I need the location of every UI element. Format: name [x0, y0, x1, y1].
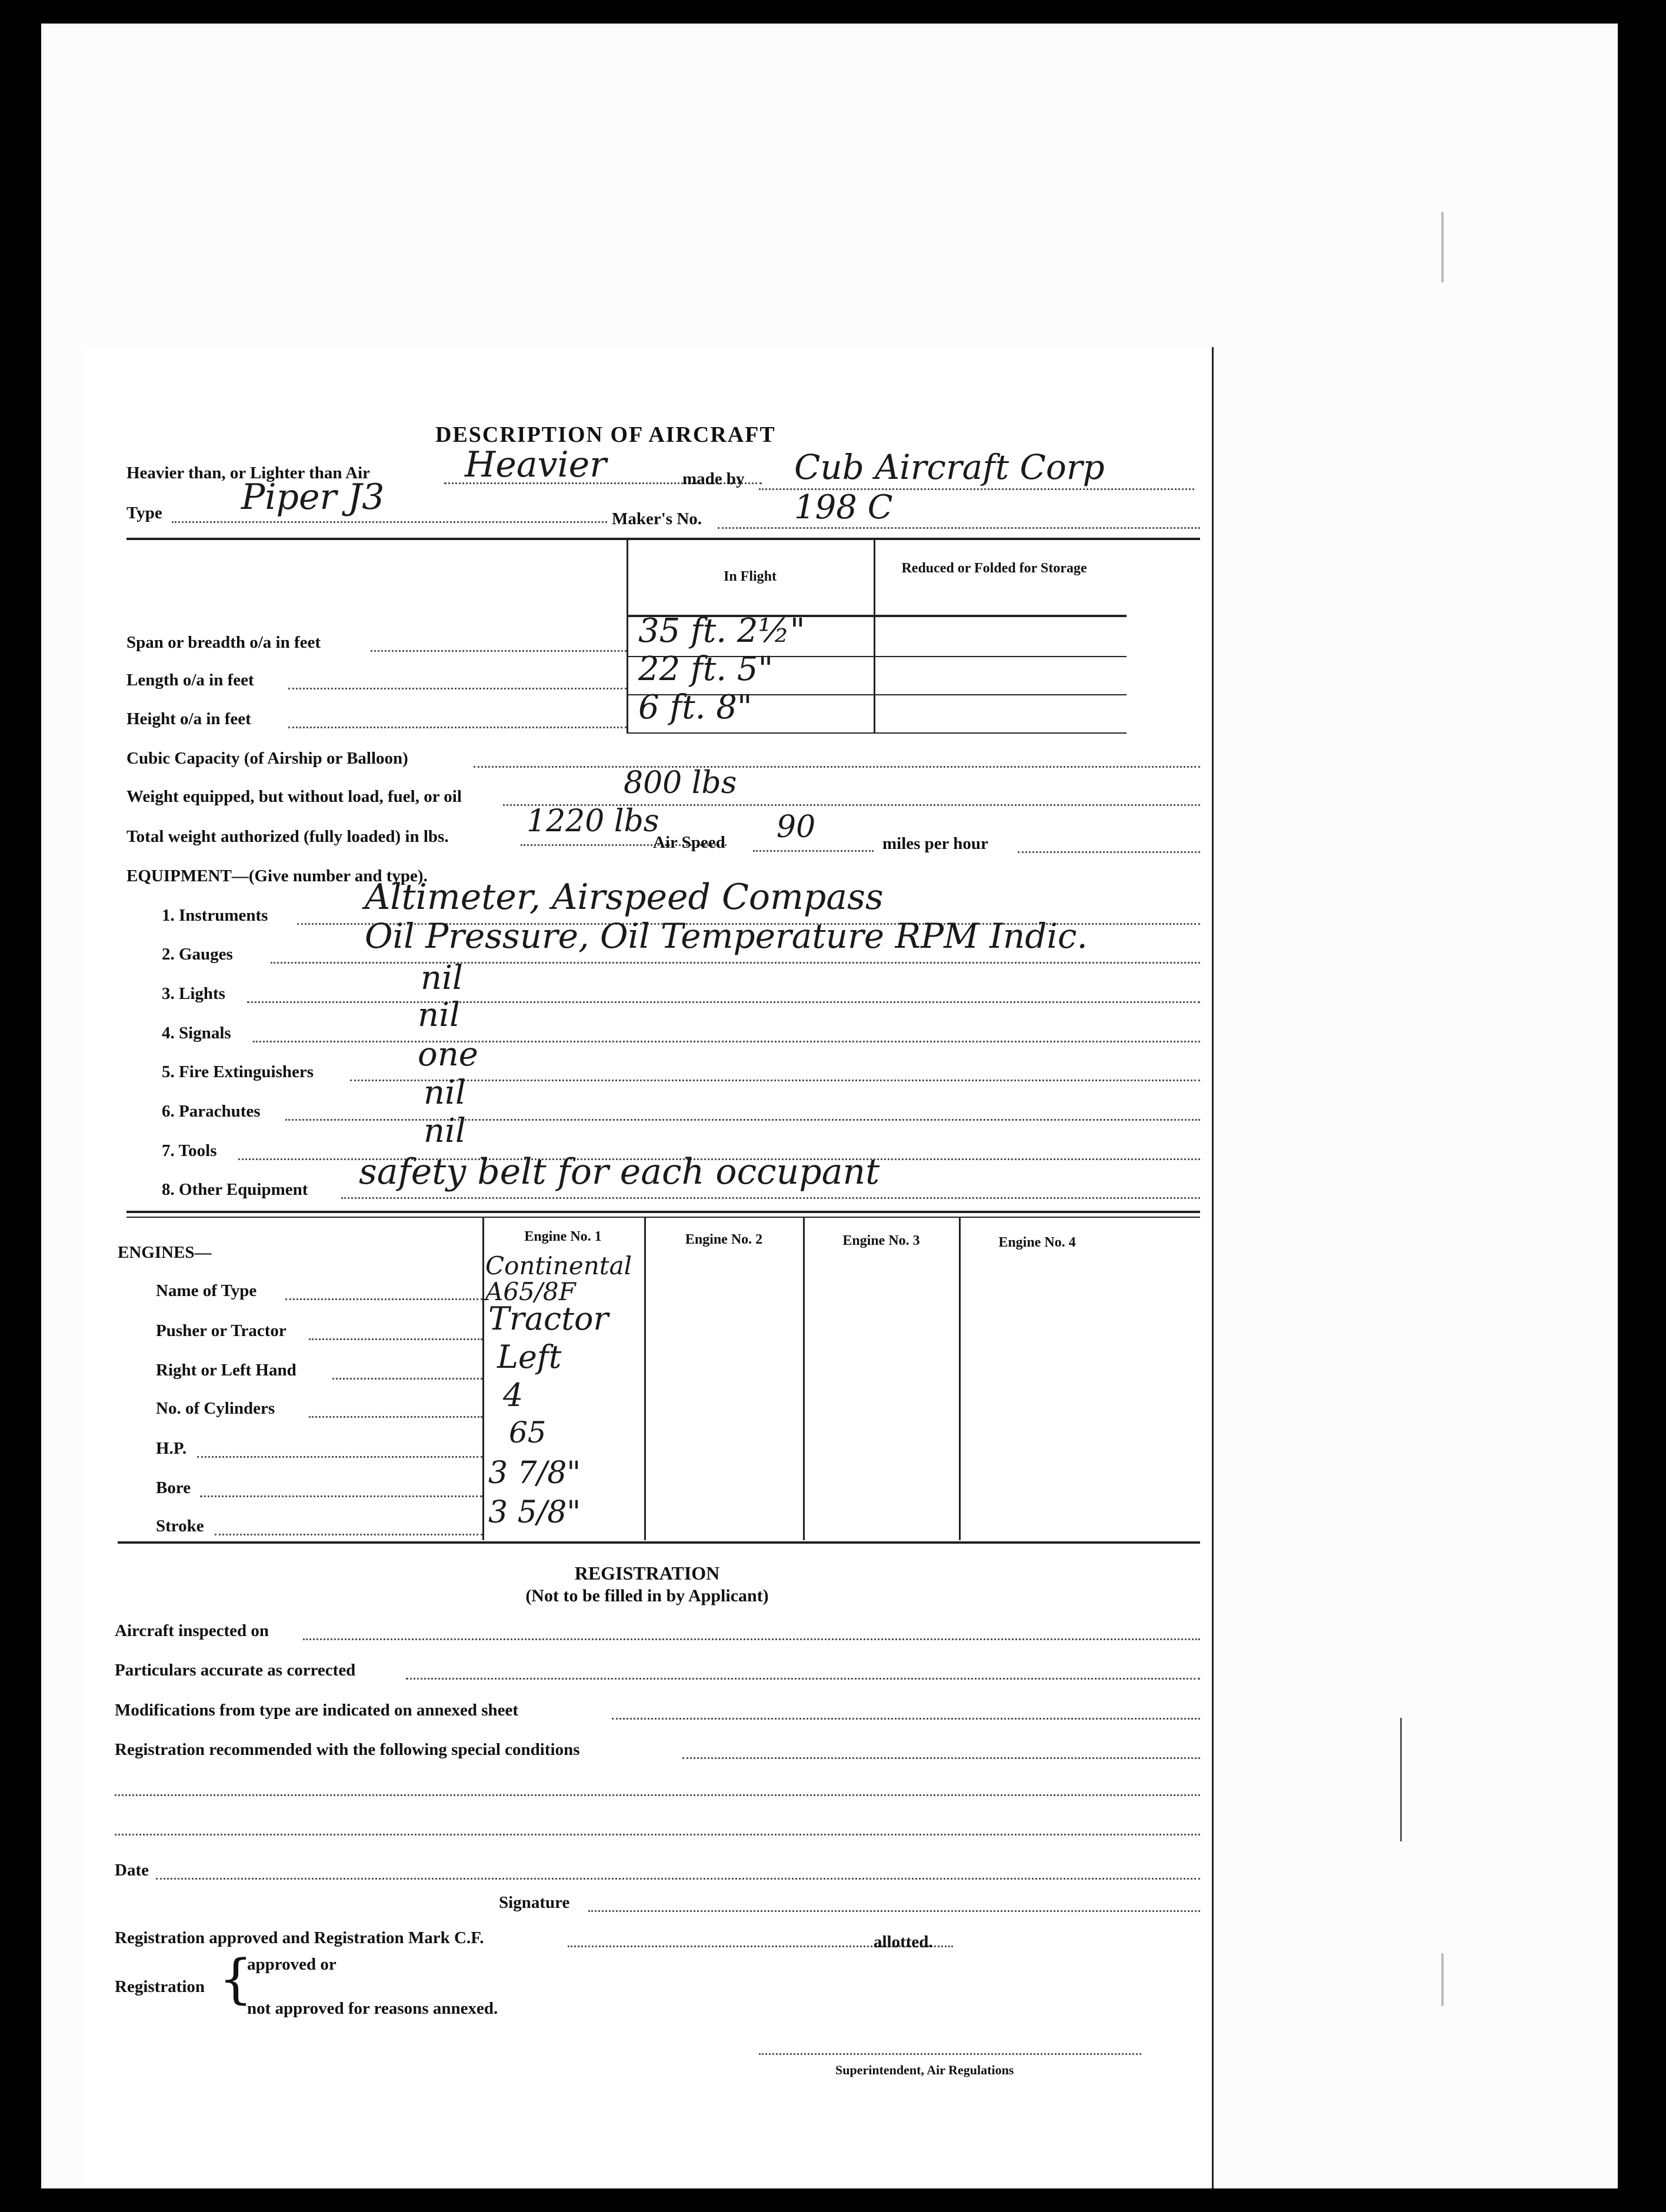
superintendent-line [759, 2053, 1141, 2055]
engine-line-6 [200, 1495, 482, 1497]
allotted-label: allotted. [874, 1933, 933, 1951]
equipment-label-2: 2. Gauges [162, 945, 233, 964]
engine-label-3: Right or Left Hand [156, 1361, 296, 1380]
made-by-label: made by [682, 469, 745, 488]
makers-no-label: Maker's No. [612, 509, 702, 528]
length-value: 22 ft. 5" [638, 650, 774, 688]
registration-title: REGISTRATION [574, 1563, 720, 1584]
engine-label-5: H.P. [156, 1439, 187, 1458]
table-mid-border [874, 538, 875, 733]
inspected-line [303, 1638, 1200, 1640]
registration-label: Registration [115, 1977, 205, 1996]
equipment-line-4 [253, 1041, 1200, 1042]
mph-line [1018, 851, 1200, 853]
height-value: 6 ft. 8" [638, 688, 752, 727]
equipment-line-3 [247, 1001, 1200, 1003]
engine-label-6: Bore [156, 1478, 191, 1497]
equipment-label-4: 4. Signals [162, 1024, 231, 1042]
engine-col-2: Engine No. 2 [685, 1232, 763, 1247]
height-label: Height o/a in feet [126, 709, 251, 728]
type-line [172, 521, 607, 523]
engine-label-2: Pusher or Tractor [156, 1321, 286, 1340]
form-sheet [82, 347, 1214, 2188]
air-speed-line [753, 850, 874, 852]
registration-brace: { [219, 1948, 253, 2010]
engines-heading: ENGINES— [118, 1243, 212, 1262]
engine-line-2 [309, 1338, 482, 1340]
engine-col-1: Engine No. 1 [524, 1229, 602, 1244]
engine-top-rule [126, 1217, 1200, 1218]
col-reduced: Reduced or Folded for Storage [901, 561, 1087, 576]
equipment-heading: EQUIPMENT—(Give number and type). [126, 867, 428, 885]
date-line [156, 1878, 1200, 1880]
made-by-value: Cub Aircraft Corp [794, 447, 1105, 487]
engine-col-4: Engine No. 4 [998, 1235, 1076, 1250]
equipment-value-1: Altimeter, Airspeed Compass [365, 877, 884, 918]
recommended-label: Registration recommended with the following special conditions [115, 1740, 580, 1759]
engine-value-6: 3 7/8" [488, 1455, 581, 1491]
engine-line-3 [332, 1378, 482, 1380]
conditions-line-2 [115, 1834, 1200, 1835]
engine-value-1: Continental A65/8F [485, 1251, 632, 1307]
equipment-line-8 [341, 1197, 1200, 1199]
col-in-flight: In Flight [723, 569, 777, 584]
equipment-label-6: 6. Parachutes [162, 1102, 261, 1121]
air-speed-value: 90 [777, 809, 816, 845]
equipment-value-4: nil [418, 996, 460, 1034]
equipment-value-2: Oil Pressure, Oil Temperature RPM Indic. [365, 916, 1088, 956]
engine-col-border-2 [644, 1217, 646, 1540]
heavier-value: Heavier [465, 444, 607, 485]
registration-subtitle: (Not to be filled in by Applicant) [525, 1586, 769, 1605]
equipment-value-6: nil [424, 1074, 466, 1112]
makers-no-line [718, 527, 1200, 529]
span-label: Span or breadth o/a in feet [126, 633, 321, 652]
approved-mark-label: Registration approved and Registration Mark C.F. [115, 1928, 484, 1947]
modifications-line [612, 1718, 1200, 1720]
engines-rule [118, 1541, 1200, 1544]
equipment-value-5: one [418, 1035, 478, 1074]
equipment-line-5 [350, 1080, 1200, 1081]
engine-value-2: Tractor [488, 1300, 609, 1337]
engine-label-4: No. of Cylinders [156, 1399, 275, 1418]
makers-no-value: 198 C [794, 488, 893, 527]
cubic-label: Cubic Capacity (of Airship or Balloon) [126, 749, 408, 768]
approved-or-label: approved or [247, 1955, 336, 1974]
form-title: DESCRIPTION OF AIRCRAFT [435, 422, 776, 447]
height-line [288, 727, 627, 728]
engine-line-1 [285, 1298, 482, 1300]
engine-label-7: Stroke [156, 1517, 204, 1535]
conditions-line-1 [115, 1794, 1200, 1796]
equipment-label-5: 5. Fire Extinguishers [162, 1062, 314, 1081]
equipment-label-1: 1. Instruments [162, 906, 268, 925]
equipment-value-3: nil [421, 959, 463, 997]
table-left-border [627, 538, 628, 733]
equipment-label-3: 3. Lights [162, 984, 225, 1003]
engine-col-border-3 [803, 1217, 805, 1540]
equipment-line-2 [271, 962, 1200, 964]
engine-value-5: 65 [509, 1415, 547, 1450]
modifications-label: Modifications from type are indicated on annexed sheet [115, 1701, 519, 1720]
engine-value-7: 3 5/8" [488, 1495, 581, 1530]
heavier-label: Heavier than, or Lighter than Air [126, 464, 371, 482]
engine-value-4: 4 [503, 1377, 524, 1414]
not-approved-label: not approved for reasons annexed. [247, 1999, 498, 2018]
span-value: 35 ft. 2½" [638, 612, 805, 650]
weight-equipped-value: 800 lbs [624, 765, 737, 801]
equipment-line-6 [285, 1119, 1200, 1121]
header-rule [126, 538, 1200, 540]
span-line [371, 650, 627, 652]
weight-equipped-label: Weight equipped, but without load, fuel, or oil [126, 787, 462, 806]
equipment-value-8: safety belt for each occupant [359, 1151, 880, 1192]
engine-label-1: Name of Type [156, 1281, 257, 1300]
signature-label: Signature [499, 1893, 570, 1912]
type-value: Piper J3 [241, 477, 385, 518]
signature-line [588, 1910, 1200, 1912]
engine-value-3: Left [497, 1338, 562, 1375]
mph-label: miles per hour [882, 834, 988, 853]
particulars-line [406, 1678, 1200, 1680]
engine-col-3: Engine No. 3 [842, 1233, 920, 1248]
length-line [288, 688, 627, 689]
total-weight-value: 1220 lbs [527, 804, 659, 839]
height-rule [627, 732, 1127, 734]
inspected-label: Aircraft inspected on [115, 1621, 269, 1640]
air-speed-label: Air Speed [653, 833, 725, 852]
scan-mark-bottom [1441, 1953, 1444, 2006]
engine-line-4 [309, 1416, 482, 1418]
engine-line-7 [215, 1534, 482, 1535]
particulars-label: Particulars accurate as corrected [115, 1661, 356, 1680]
equipment-rule [126, 1211, 1200, 1213]
scan-mark-middle [1400, 1718, 1402, 1841]
equipment-value-7: nil [424, 1112, 466, 1150]
total-weight-label: Total weight authorized (fully loaded) in lbs. [126, 827, 449, 846]
equipment-label-7: 7. Tools [162, 1141, 217, 1160]
cubic-line [474, 766, 1200, 768]
recommended-line [682, 1757, 1200, 1759]
superintendent-label: Superintendent, Air Regulations [835, 2063, 1014, 2077]
engine-line-5 [197, 1456, 482, 1458]
engine-col-border-1 [482, 1217, 484, 1540]
length-label: Length o/a in feet [126, 671, 254, 689]
date-label: Date [115, 1861, 149, 1880]
type-label: Type [126, 504, 162, 522]
equipment-label-8: 8. Other Equipment [162, 1180, 308, 1199]
scan-mark-top [1441, 212, 1444, 282]
engine-col-border-4 [959, 1217, 961, 1540]
